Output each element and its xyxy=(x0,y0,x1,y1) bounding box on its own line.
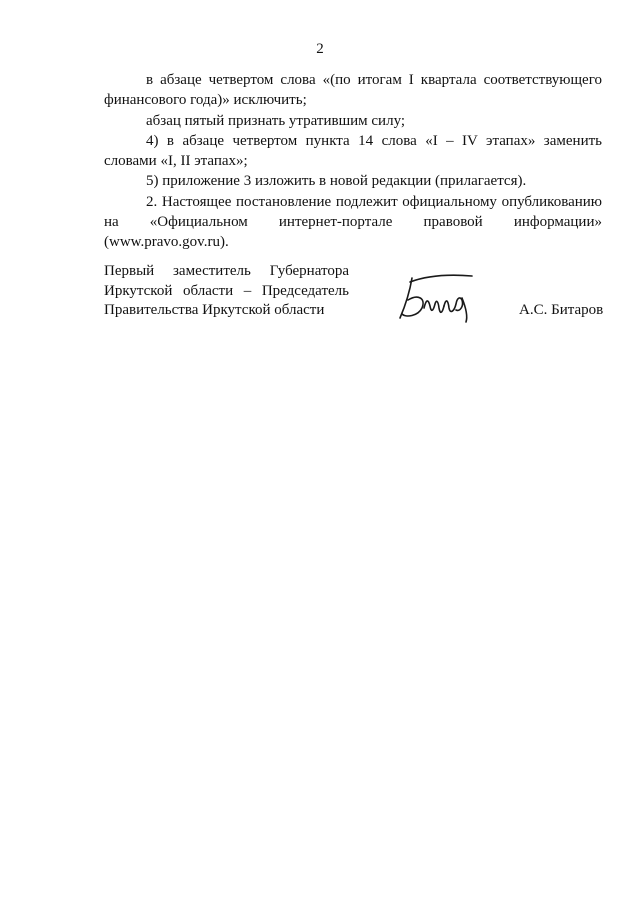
paragraph-void-clause: абзац пятый признать утратившим силу; xyxy=(146,112,406,129)
handwritten-signature-icon xyxy=(396,268,478,328)
document-body xyxy=(104,70,602,253)
paragraph-remove-words: в абзаце четвертом слова «(по итогам I квартала соответствующего финансового года)» исключить; xyxy=(104,72,602,109)
signer-name: А.С. Битаров xyxy=(519,302,604,318)
signer-position-line: Первый заместитель Губернатора xyxy=(104,263,349,279)
page-number: 2 xyxy=(316,41,324,57)
signer-position xyxy=(104,262,349,321)
paragraph-publication: 2. Настоящее постановление подлежит официальному опубликованию на «Официальном интернет-портале правовой информации» (www.pravo.gov.ru). xyxy=(104,193,602,251)
signer-position-line: Иркутской области – Председатель xyxy=(104,282,349,299)
paragraph-item-4: 4) в абзаце четвертом пункта 14 слова «I – IV этапах» заменить словами «I, II этапах»; xyxy=(104,132,602,170)
paragraph-item-5: 5) приложение 3 изложить в новой редакции (прилагается). xyxy=(146,173,527,190)
signer-position-line: Правительства Иркутской области xyxy=(104,302,325,318)
